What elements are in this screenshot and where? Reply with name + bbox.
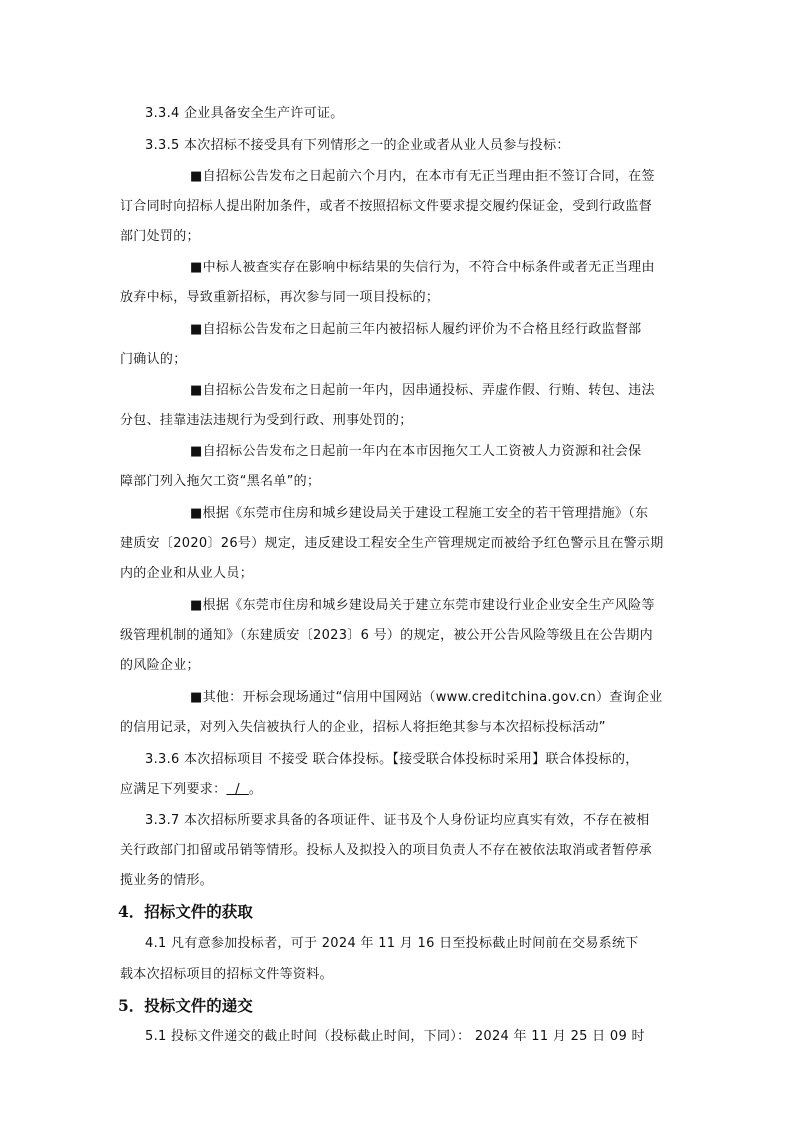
bullet-3-line-2: 门确认的； (120, 352, 187, 367)
bullet-1-line-2: 订合同时向招标人提出附加条件，或者不按照招标文件要求提交履约保证金，受到行政监督 (120, 199, 653, 214)
clause-3-3-5: 3.3.5 本次招标不接受具有下列情形之一的企业或者从业人员参与投标： (145, 138, 570, 153)
bullet-7-line-1: ■根据《东莞市住房和城乡建设局关于建立东莞市建设行业企业安全生产风险等 (190, 598, 655, 613)
bullet-6-line-3: 内的企业和从业人员； (120, 566, 254, 581)
bullet-5-line-2: 障部门列入拖欠工资“黑名单”的； (120, 474, 321, 489)
clause-4-1-line-1: 4.1 凡有意参加投标者，可于 2024 年 11 月 16 日至投标截止时间前在交易系统下 (145, 936, 639, 951)
clause-3-3-7-line-1: 3.3.7 本次招标所要求具备的各项证件、证书及个人身份证均应真实有效，不存在被相 (145, 813, 650, 828)
clause-4-1-line-2: 载本次招标项目的招标文件等资料。 (120, 967, 333, 982)
requirements-label: 应满足下列要求： (120, 782, 227, 797)
bullet-7-line-2: 级管理机制的通知》（东建质安〔2023〕6 号）的规定，被公开公告风险等级且在公告期内 (120, 628, 653, 643)
bullet-5-line-1: ■自招标公告发布之日起前一年内在本市因拖欠工人工资被人力资源和社会保 (190, 444, 642, 459)
bullet-6-line-2: 建质安〔2020〕26号）规定，违反建设工程安全生产管理规定而被给予红色警示且在警示期 (120, 536, 664, 551)
bullet-2-line-2: 放弃中标，导致重新招标，再次参与同一项目投标的； (120, 290, 440, 305)
bullet-8-line-1: ■其他：开标会现场通过“信用中国网站（www.creditchina.gov.cn）查询企业 (190, 690, 663, 705)
section-5-heading: 5．投标文件的递交 (118, 996, 253, 1015)
clause-3-3-6-line-1: 3.3.6 本次招标项目 不接受 联合体投标。【接受联合体投标时采用】联合体投标的， (145, 752, 639, 767)
bullet-7-line-3: 的风险企业； (120, 658, 200, 673)
clause-5-1-line-1: 5.1 投标文件递交的截止时间（投标截止时间，下同）： 2024 年 11 月 25 日 09 时 (145, 1029, 645, 1044)
bullet-3-line-1: ■自招标公告发布之日起前三年内被招标人履约评价为不合格且经行政监督部 (190, 322, 642, 337)
bullet-1-line-1: ■自招标公告发布之日起前六个月内，在本市有无正当理由拒不签订合同，在签 (190, 169, 655, 184)
bullet-4-line-2: 分包、挂靠违法违规行为受到行政、刑事处罚的； (120, 413, 413, 428)
bullet-1-line-3: 部门处罚的； (120, 229, 200, 244)
bullet-8-line-2: 的信用记录，对列入失信被执行人的企业，招标人将拒绝其参与本次招标投标活动” (120, 720, 606, 735)
section-4-heading: 4．招标文件的获取 (118, 902, 253, 921)
bullet-4-line-1: ■自招标公告发布之日起前一年内，因串通投标、弄虚作假、行贿、转包、违法 (190, 383, 655, 398)
clause-3-3-7-line-3: 揽业务的情形。 (120, 873, 214, 888)
requirements-period: 。 (248, 782, 263, 797)
clause-3-3-6-line-2 (120, 781, 262, 799)
clause-3-3-4: 3.3.4 企业具备安全生产许可证。 (145, 106, 344, 121)
bullet-2-line-1: ■中标人被查实存在影响中标结果的失信行为，不符合中标条件或者无正当理由 (190, 260, 655, 275)
bullet-6-line-1: ■根据《东莞市住房和城乡建设局关于建设工程施工安全的若干管理措施》（东 (190, 506, 649, 521)
requirements-blank: / (226, 782, 249, 797)
clause-3-3-7-line-2: 关行政部门扣留或吊销等情形。投标人及拟投入的项目负责人不存在被依法取消或者暂停承 (120, 843, 653, 858)
